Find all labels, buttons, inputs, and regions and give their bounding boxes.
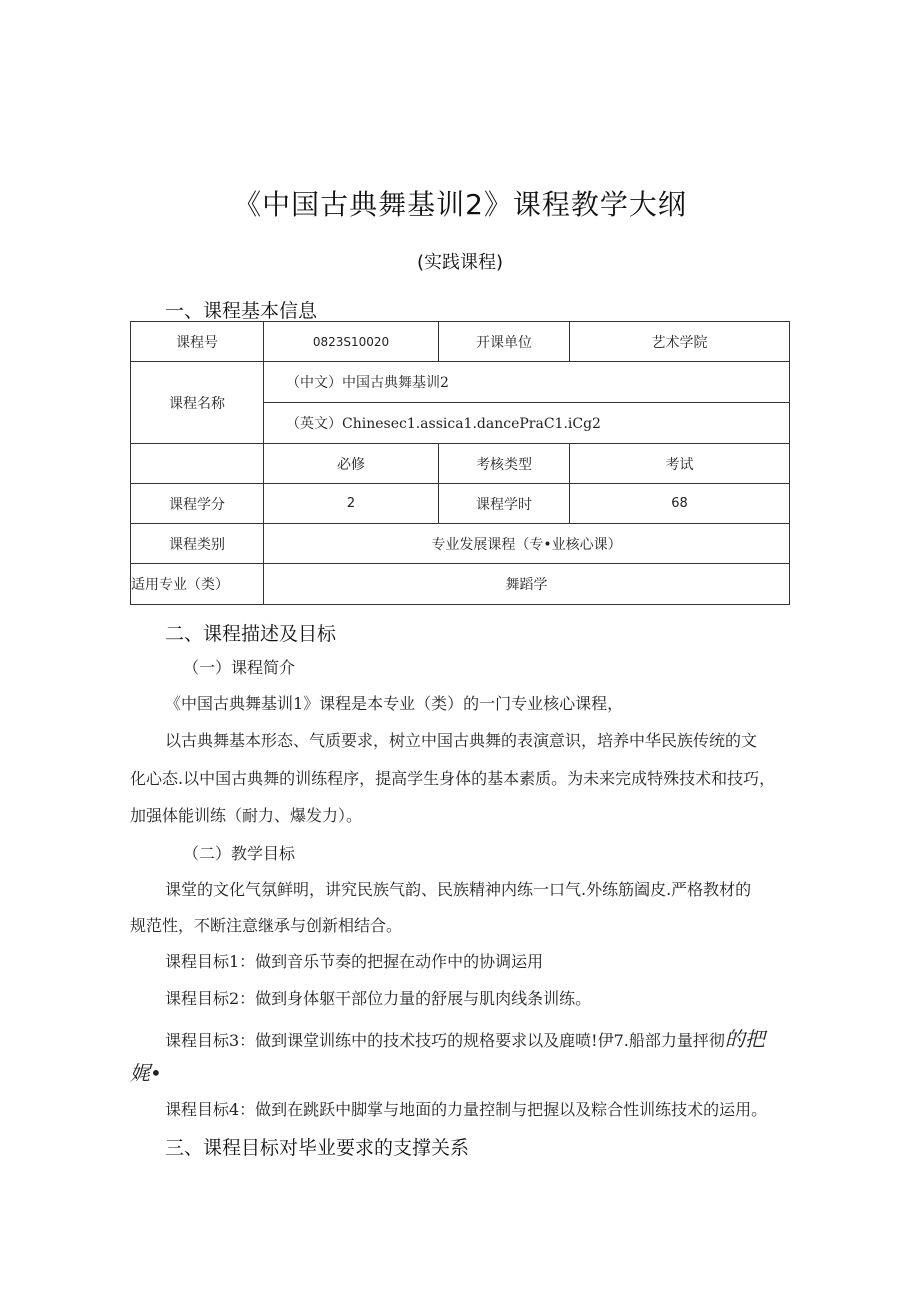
intro-line-2: 以古典舞基本形态、气质要求，树立中国古典舞的表演意识，培养中华民族传统的文: [165, 731, 758, 750]
major-label: 适用专业（类）: [131, 564, 264, 605]
intro-heading: （一）课程简介: [183, 658, 296, 677]
hours-value: 68: [570, 484, 790, 524]
objective-1: 课程目标1：做到音乐节奏的把握在动作中的协调运用: [165, 952, 544, 971]
dept-label: 开课单位: [439, 322, 570, 362]
table-row: [131, 564, 790, 605]
intro-line-4: 加强体能训练（耐力、爆发力）。: [130, 806, 363, 825]
course-name-en: （英文）Chinesec1.assica1.dancePraC1.iCg2: [264, 403, 790, 444]
objective-3-continuation: 娓•: [130, 1061, 162, 1085]
course-name-cn: （中文）中国古典舞基训2: [264, 362, 790, 403]
goal-line-2: 规范性，不断注意继承与创新相结合。: [130, 916, 403, 935]
hours-label: 课程学时: [439, 484, 570, 524]
assess-value: 考试: [570, 444, 790, 484]
required-value: 必修: [264, 444, 439, 484]
objective-2: 课程目标2：做到身体躯干部位力量的舒展与肌肉线条训练。: [165, 989, 592, 1008]
section-heading-support: 三、课程目标对毕业要求的支撑关系: [165, 1137, 470, 1159]
section-heading-description: 二、课程描述及目标: [165, 623, 337, 645]
course-no-value: 0823S10020: [264, 322, 439, 362]
section-heading-basic-info: 一、课程基本信息: [165, 300, 318, 322]
document-title: 《中国古典舞基训2》课程教学大纲: [233, 188, 687, 221]
major-value: 舞蹈学: [264, 564, 790, 605]
document-subtitle: (实践课程): [416, 252, 504, 273]
course-name-label: 课程名称: [131, 362, 264, 444]
goal-heading: （二）教学目标: [183, 844, 296, 863]
course-no-label: 课程号: [131, 322, 264, 362]
empty-cell: [131, 444, 264, 484]
course-info-table: [130, 321, 790, 605]
table-row: [131, 444, 790, 484]
table-row: [131, 362, 790, 403]
intro-line-3: 化心态.以中国古典舞的训练程序，提高学生身体的基本素质。为未来完成特殊技术和技巧，: [130, 769, 776, 788]
intro-line-1: 《中国古典舞基训1》课程是本专业（类）的一门专业核心课程，: [165, 694, 624, 713]
objective-3: [165, 1023, 765, 1052]
goal-line-1: 课堂的文化气氛鲜明，讲究民族气韵、民族精神内练一口气.外练筋阖皮.严格教材的: [165, 880, 752, 899]
objective-4: 课程目标4：做到在跳跃中脚掌与地面的力量控制与把握以及粽合性训练技术的运用。: [165, 1100, 768, 1119]
dept-value: 艺术学院: [570, 322, 790, 362]
objective-3-tail: 的把: [724, 1027, 765, 1051]
category-value: 专业发展课程（专•业核心课）: [264, 524, 790, 564]
credit-value: 2: [264, 484, 439, 524]
credit-label: 课程学分: [131, 484, 264, 524]
table-row: [131, 524, 790, 564]
assess-label: 考核类型: [439, 444, 570, 484]
category-label: 课程类别: [131, 524, 264, 564]
table-row: [131, 322, 790, 362]
table-row: [131, 484, 790, 524]
objective-3-main: 课程目标3：做到课堂训练中的技术技巧的规格要求以及鹿喷!伊7.船部力量抨彻: [165, 1031, 725, 1050]
